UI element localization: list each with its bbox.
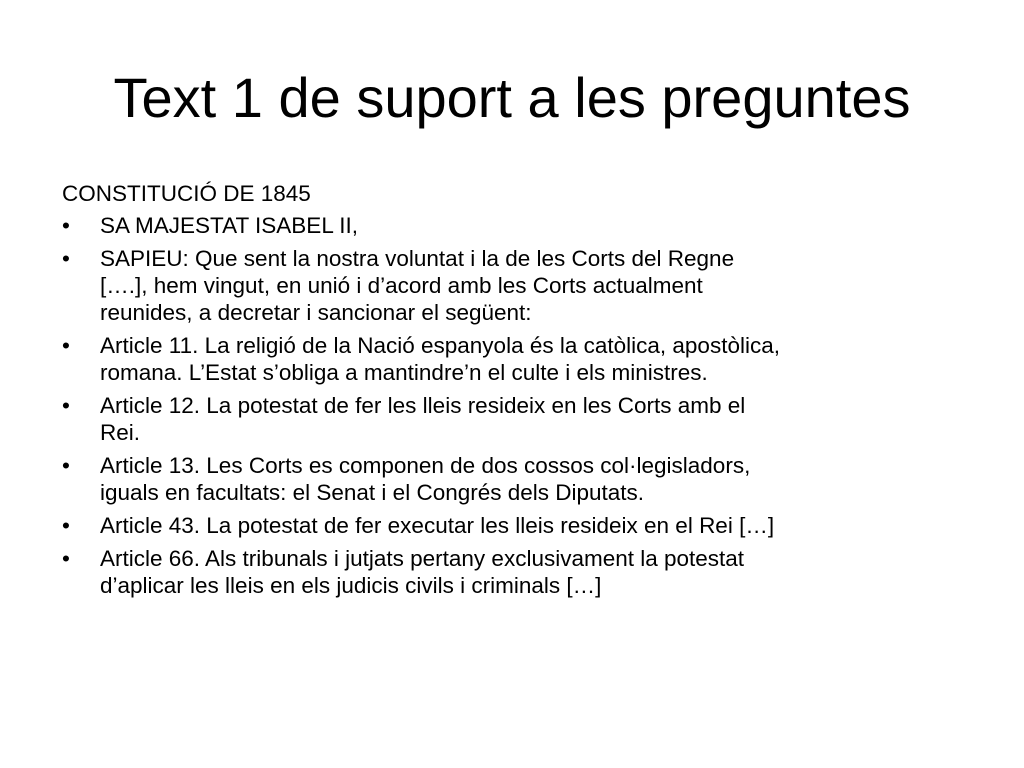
bullet-line: reunides, a decretar i sancionar el següent: [100, 300, 532, 325]
bullet-line: d’aplicar les lleis en els judicis civils i criminals […] [100, 573, 602, 598]
document-heading: CONSTITUCIÓ DE 1845 [62, 181, 311, 206]
bullet-icon: • [62, 246, 70, 271]
bullet-list [62, 212, 982, 599]
bullet-icon: • [62, 393, 70, 418]
bullet-icon: • [62, 513, 70, 538]
bullet-icon: • [62, 453, 70, 478]
bullet-icon: • [62, 333, 70, 358]
bullet-line: Article 43. La potestat de fer executar les lleis resideix en el Rei […] [100, 513, 775, 538]
bullet-line: Article 12. La potestat de fer les lleis resideix en les Corts amb el [100, 393, 746, 418]
bullet-icon: • [62, 546, 70, 571]
bullet-item [62, 212, 982, 239]
bullet-line: Article 13. Les Corts es componen de dos cossos col·legisladors, [100, 453, 751, 478]
bullet-line: [….], hem vingut, en unió i d’acord amb les Corts actualment [100, 273, 703, 298]
bullet-line: romana. L’Estat s’obliga a mantindre’n el culte i els ministres. [100, 360, 708, 385]
slide-title: Text 1 de suport a les preguntes [113, 66, 911, 129]
bullet-item [62, 452, 982, 506]
slide-body [62, 180, 982, 605]
bullet-item [62, 545, 982, 599]
bullet-line: SAPIEU: Que sent la nostra voluntat i la de les Corts del Regne [100, 246, 735, 271]
bullet-icon: • [62, 213, 70, 238]
bullet-line: Rei. [100, 420, 141, 445]
bullet-line: Article 11. La religió de la Nació espanyola és la catòlica, apostòlica, [100, 333, 780, 358]
bullet-item [62, 392, 982, 446]
bullet-item [62, 512, 982, 539]
bullet-line: SA MAJESTAT ISABEL II, [100, 213, 359, 238]
bullet-line: Article 66. Als tribunals i jutjats pertany exclusivament la potestat [100, 546, 745, 571]
bullet-item [62, 332, 982, 386]
bullet-item [62, 245, 982, 326]
bullet-line: iguals en facultats: el Senat i el Congrés dels Diputats. [100, 480, 645, 505]
